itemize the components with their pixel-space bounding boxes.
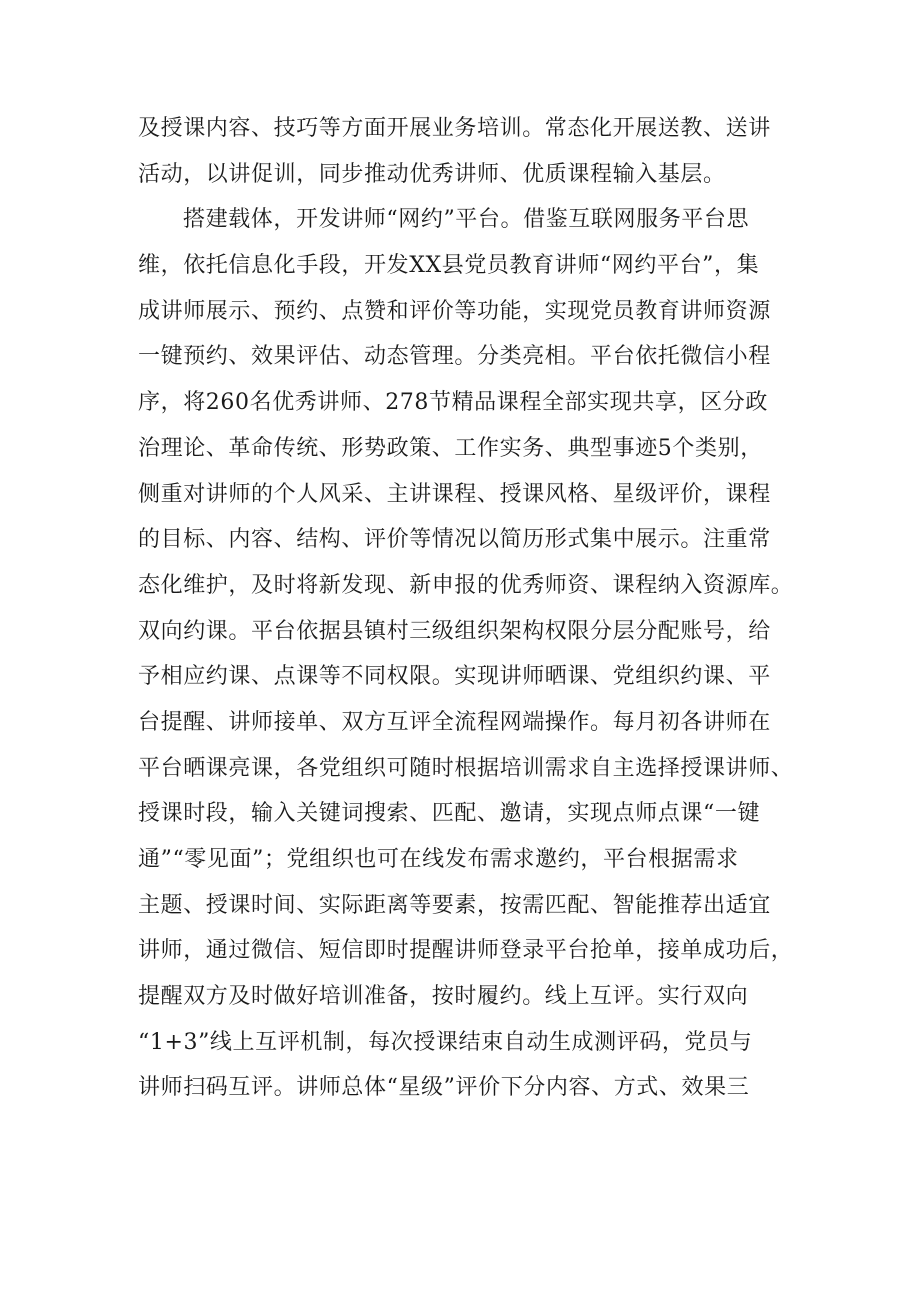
- text-line: 活动，以讲促训，同步推动优秀讲师、优质课程输入基层。: [138, 161, 726, 187]
- text-line: “1+3”线上互评机制，每次授课结束自动生成测评码，党员与: [138, 1029, 753, 1055]
- text-line: 的目标、内容、结构、评价等情况以简历形式集中展示。注重常: [138, 527, 771, 553]
- text-line: 成讲师展示、预约、点赞和评价等功能，实现党员教育讲师资源: [138, 298, 771, 324]
- text-line: 提醒双方及时做好培训准备，按时履约。线上互评。实行双向: [138, 984, 749, 1010]
- document-body: [138, 106, 808, 1111]
- text-line: 侧重对讲师的个人风采、主讲课程、授课风格、星级评价，课程: [138, 481, 771, 507]
- text-line: 通”“零见面”；党组织也可在线发布需求邀约，平台根据需求: [138, 847, 739, 872]
- text-line: 台提醒、讲师接单、双方互评全流程网端操作。每月初各讲师在: [138, 709, 771, 735]
- text-line: 序，将260名优秀讲师、278节精品课程全部实现共享，区分政: [138, 390, 768, 416]
- text-line: 授课时段，输入关键词搜索、匹配、邀请，实现点师点课“一键: [138, 801, 761, 827]
- text-line: 态化维护，及时将新发现、新申报的优秀师资、课程纳入资源库。: [138, 572, 794, 598]
- text-line: 予相应约课、点课等不同权限。实现讲师晒课、党组织约课、平: [138, 664, 771, 690]
- text-line: 一键预约、效果评估、动态管理。分类亮相。平台依托微信小程: [138, 344, 771, 370]
- text-line: 主题、授课时间、实际距离等要素，按需匹配、智能推荐出适宜: [138, 892, 771, 918]
- paragraph-start-line: 搭建载体，开发讲师“网约”平台。借鉴互联网服务平台思: [183, 207, 750, 233]
- text-line: 治理论、革命传统、形势政策、工作实务、典型事迹5个类别，: [138, 435, 763, 461]
- text-line: 及授课内容、技巧等方面开展业务培训。常态化开展送教、送讲: [138, 116, 771, 141]
- text-line: 讲师扫码互评。讲师总体“星级”评价下分内容、方式、效果三: [138, 1075, 750, 1101]
- text-line: 双向约课。平台依据县镇村三级组织架构权限分层分配账号，给: [138, 618, 771, 644]
- text-line: 平台晒课亮课，各党组织可随时根据培训需求自主选择授课讲师、: [138, 755, 794, 781]
- text-line: 讲师，通过微信、短信即时提醒讲师登录平台抢单，接单成功后，: [138, 938, 794, 964]
- text-line: 维，依托信息化手段，开发XX县党员教育讲师“网约平台”，集: [138, 253, 760, 279]
